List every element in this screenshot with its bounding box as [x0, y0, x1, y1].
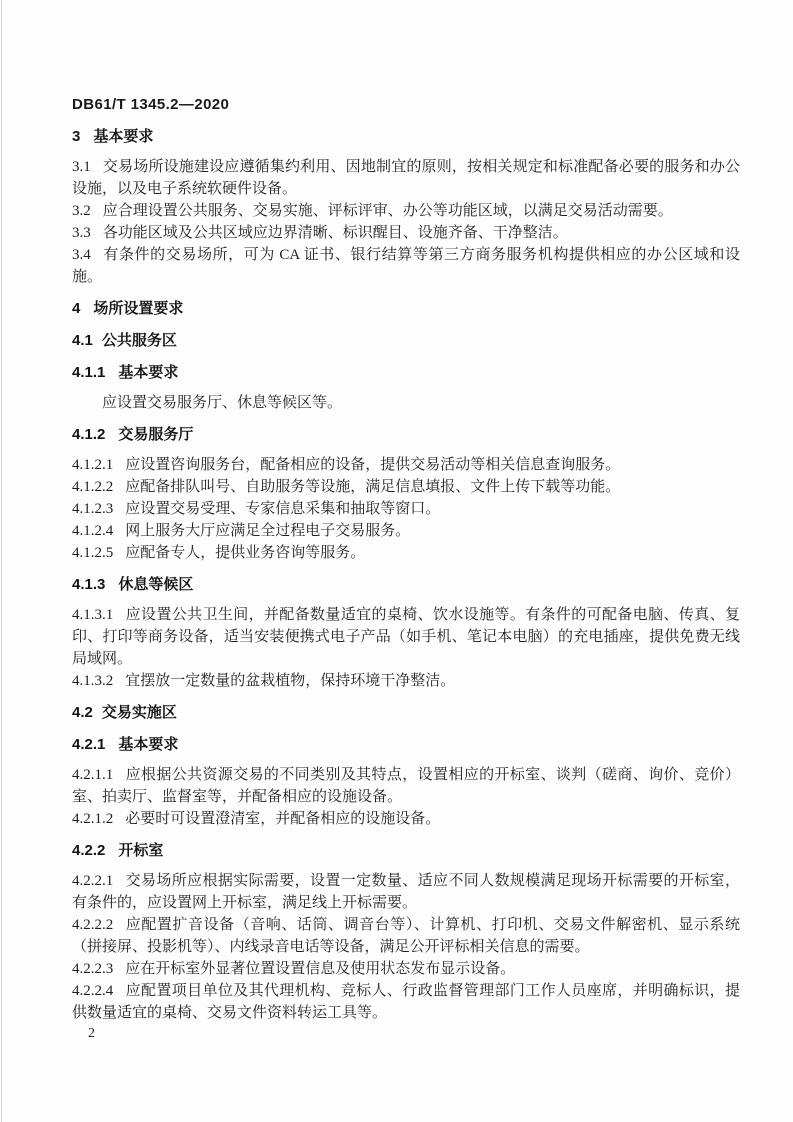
clause-text: 应设置交易受理、专家信息采集和抽取等窗口。	[125, 501, 441, 517]
section-4-2-2-number: 4.2.2	[72, 842, 106, 859]
section-4-1-heading	[72, 330, 740, 352]
section-4-1-3-number: 4.1.3	[72, 576, 106, 593]
standard-number: DB61/T 1345.2—2020	[72, 96, 230, 113]
clause-text: 交易场所应根据实际需要，设置一定数量、适应不同人数规模满足现场开标需要的开标室，有条件的，应设置网上开标室，满足线上开标需要。	[72, 873, 740, 911]
section-4-1-number: 4.1	[72, 332, 93, 349]
clause-text: 各功能区域及公共区域应边界清晰、标识醒目、设施齐备、干净整洁。	[102, 225, 568, 241]
clause-4-1-3-2	[72, 670, 740, 692]
clause-text: 应配备专人，提供业务咨询等服务。	[125, 545, 366, 561]
section-4-1-2-number: 4.1.2	[72, 426, 106, 443]
section-4-number: 4	[72, 300, 81, 317]
clause-number: 4.2.2.1	[72, 873, 114, 889]
section-4-1-title: 公共服务区	[101, 332, 177, 349]
clause-4-1-2-2	[72, 476, 740, 498]
section-4-2-2-heading	[72, 840, 740, 862]
clause-4-2-2-3	[72, 958, 740, 980]
clause-3-4	[72, 244, 740, 288]
section-3-title: 基本要求	[93, 128, 154, 145]
section-4-title: 场所设置要求	[93, 300, 184, 317]
scan-edge-artifact	[1, 0, 2, 1122]
section-4-1-3-heading	[72, 574, 740, 596]
clause-number: 4.1.3.2	[72, 673, 114, 689]
clause-text: 应合理设置公共服务、交易实施、评标评审、办公等功能区域，以满足交易活动需要。	[102, 203, 673, 219]
document-header	[72, 94, 740, 116]
section-4-2-1-heading	[72, 734, 740, 756]
clause-number: 3.4	[72, 247, 91, 263]
clause-number: 4.2.2.4	[72, 983, 114, 999]
clause-number: 4.1.3.1	[72, 607, 114, 623]
clause-3-3	[72, 222, 740, 244]
clause-number: 4.1.2.3	[72, 501, 114, 517]
section-4-2-2-title: 开标室	[118, 842, 164, 859]
clause-number: 4.2.2.2	[72, 917, 114, 933]
clause-4-2-1-1	[72, 764, 740, 808]
paragraph-text: 应设置交易服务厅、休息等候区等。	[102, 395, 343, 411]
clause-text: 网上服务大厅应满足全过程电子交易服务。	[125, 523, 411, 539]
clause-3-2	[72, 200, 740, 222]
clause-text: 宜摆放一定数量的盆栽植物，保持环境干净整洁。	[125, 673, 456, 689]
clause-number: 4.1.2.2	[72, 479, 114, 495]
clause-4-1-2-1	[72, 454, 740, 476]
clause-4-1-2-3	[72, 498, 740, 520]
clause-3-1	[72, 156, 740, 200]
section-4-1-1-title: 基本要求	[118, 364, 179, 381]
clause-text: 应在开标室外显著位置设置信息及使用状态发布显示设备。	[125, 961, 516, 977]
section-4-1-1-heading	[72, 362, 740, 384]
clause-number: 3.2	[72, 203, 91, 219]
clause-4-2-2-4	[72, 980, 740, 1024]
section-4-2-heading	[72, 702, 740, 724]
section-3-heading	[72, 126, 740, 148]
clause-4-2-2-1	[72, 870, 740, 914]
clause-text: 应配备排队叫号、自助服务等设施，满足信息填报、文件上传下载等功能。	[125, 479, 621, 495]
section-4-2-number: 4.2	[72, 704, 93, 721]
clause-text: 应根据公共资源交易的不同类别及其特点，设置相应的开标室、谈判（磋商、询价、竞价）室、拍卖厅、监督室等，并配备相应的设施设备。	[72, 767, 740, 805]
clause-number: 3.3	[72, 225, 91, 241]
clause-number: 4.2.1.2	[72, 811, 114, 827]
section-4-1-1-number: 4.1.1	[72, 364, 106, 381]
section-4-1-3-title: 休息等候区	[118, 576, 194, 593]
paragraph-4-1-1	[72, 392, 740, 414]
clause-text: 必要时可设置澄清室，并配备相应的设施设备。	[125, 811, 441, 827]
clause-number: 4.2.1.1	[72, 767, 114, 783]
page-number: 2	[88, 1026, 95, 1041]
clause-number: 4.1.2.4	[72, 523, 114, 539]
section-4-1-2-heading	[72, 424, 740, 446]
clause-text: 应配置项目单位及其代理机构、竞标人、行政监督管理部门工作人员座席，并明确标识，提供数量适宜的桌椅、交易文件资料转运工具等。	[72, 983, 740, 1021]
clause-4-2-1-2	[72, 808, 740, 830]
clause-number: 4.1.2.1	[72, 457, 114, 473]
clause-number: 4.1.2.5	[72, 545, 114, 561]
clause-text: 应设置公共卫生间，并配备数量适宜的桌椅、饮水设施等。有条件的可配备电脑、传真、复印、打印等商务设备，适当安装便携式电子产品（如手机、笔记本电脑）的充电插座，提供免费无线局域网。	[72, 607, 740, 667]
clause-4-1-2-5	[72, 542, 740, 564]
clause-number: 3.1	[72, 159, 91, 175]
section-4-2-1-number: 4.2.1	[72, 736, 106, 753]
clause-text: 交易场所设施建设应遵循集约利用、因地制宜的原则，按相关规定和标准配备必要的服务和办公设施，以及电子系统软硬件设备。	[72, 159, 740, 197]
clause-number: 4.2.2.3	[72, 961, 114, 977]
section-3-number: 3	[72, 128, 81, 145]
section-4-2-1-title: 基本要求	[118, 736, 179, 753]
document-body	[72, 126, 740, 1024]
clause-4-1-2-4	[72, 520, 740, 542]
section-4-heading	[72, 298, 740, 320]
section-4-2-title: 交易实施区	[101, 704, 177, 721]
clause-4-2-2-2	[72, 914, 740, 958]
clause-4-1-3-1	[72, 604, 740, 670]
clause-text: 应配置扩音设备（音响、话筒、调音台等）、计算机、打印机、交易文件解密机、显示系统（拼接屏、投影机等）、内线录音电话等设备，满足公开评标相关信息的需要。	[72, 917, 740, 955]
clause-text: 有条件的交易场所，可为 CA 证书、银行结算等第三方商务服务机构提供相应的办公区域和设施。	[72, 247, 740, 285]
clause-text: 应设置咨询服务台，配备相应的设备，提供交易活动等相关信息查询服务。	[125, 457, 621, 473]
section-4-1-2-title: 交易服务厅	[118, 426, 194, 443]
